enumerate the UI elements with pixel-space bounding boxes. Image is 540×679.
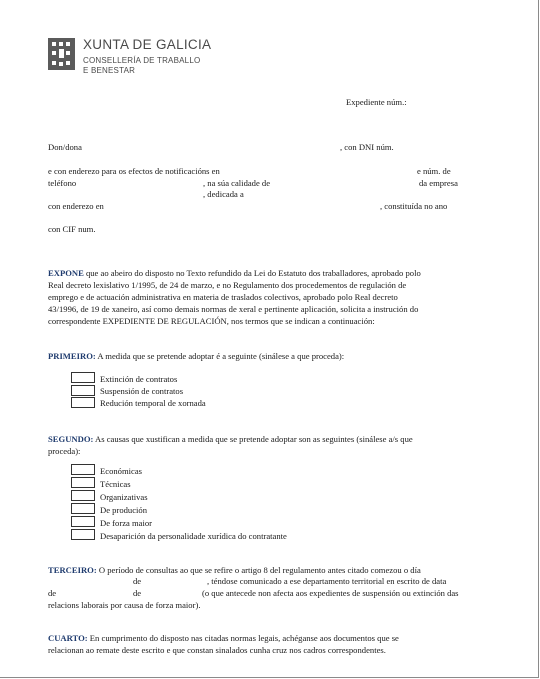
option-reducion: Redución temporal de xornada: [100, 398, 206, 408]
expediente-label: Expediente núm.:: [346, 97, 407, 107]
don-dona-label: Don/dona: [48, 142, 82, 152]
terceiro-de-3: de: [133, 588, 142, 598]
terceiro-heading: TERCEIRO:: [48, 565, 97, 575]
cuarto-heading: CUARTO:: [48, 633, 88, 643]
checkbox-suspension[interactable]: [71, 385, 95, 396]
option-forza-maior: De forza maior: [100, 518, 153, 528]
expone-heading: EXPONE: [48, 268, 84, 278]
telefono-label: teléfono: [48, 178, 77, 188]
cuarto-paragraph: CUARTO: En cumprimento do disposto nas citadas normas legais, achéganse aos documentos que se relacionan ao remate deste escrito e que constan sinalados cunha cruz nos cadros correspondentes.: [48, 633, 399, 655]
option-suspension: Suspensión de contratos: [100, 386, 184, 396]
enderezo-notif-label: e con enderezo para os efectos de notificacións en: [48, 166, 220, 176]
terceiro-line-2: , téndose comunicado a ese departamento territorial en escrito de data: [207, 576, 447, 586]
calidade-label: , na súa calidade de: [203, 178, 271, 188]
primeiro-heading: PRIMEIRO:: [48, 351, 96, 361]
num-de-label: e núm. de: [417, 166, 451, 176]
segundo-paragraph: SEGUNDO: As causas que xustifican a medida que se pretende adoptar son as seguintes (sinálese a/s que proceda):: [48, 434, 413, 456]
terceiro-line-3: (o que antecede non afecta aos expedientes de suspensión ou extinción das: [202, 588, 459, 598]
checkbox-economicas[interactable]: [71, 464, 95, 475]
checkbox-extincion[interactable]: [71, 372, 95, 383]
dept-line-1: CONSELLERÍA DE TRABALLO: [83, 56, 201, 65]
dni-label: , con DNI núm.: [340, 142, 394, 152]
terceiro-de-1: de: [133, 576, 142, 586]
da-empresa-label: da empresa: [419, 178, 458, 188]
terceiro-line-1: TERCEIRO: O período de consultas ao que se refire o artigo 8 del regulamento antes citado comezou o día: [48, 565, 421, 575]
checkbox-desaparicion[interactable]: [71, 529, 95, 540]
constituida-label: , constituída no ano: [380, 201, 448, 211]
option-economicas: Económicas: [100, 466, 142, 476]
terceiro-line-4: relacions laborais por causa de forza maior).: [48, 600, 201, 610]
option-organizativas: Organizativas: [100, 492, 148, 502]
galicia-crest-icon: [48, 38, 75, 70]
cif-label: con CIF num.: [48, 224, 96, 234]
checkbox-producion[interactable]: [71, 503, 95, 514]
dedicada-label: , dedicada a: [203, 189, 244, 199]
checkbox-tecnicas[interactable]: [71, 477, 95, 488]
checkbox-reducion[interactable]: [71, 397, 95, 408]
con-enderezo-label: con enderezo en: [48, 201, 104, 211]
expone-paragraph: EXPONE que ao abeiro do disposto no Texto refundido da Lei do Estatuto dos traballadores, aprobado polo Real decreto lexislativo 1/1995, de 24 de marzo, e no Regulamento dos procedementos de regulación de emprego e de actuación administrativa en materia de traslados colectivos, aprobado polo Real decreto 43/1996, de 19 de xaneiro, así como demais normas de xeral e pertinente aplicación, solicita a instrución do correspondente EXPEDIENTE DE REGULACIÓN, nos termos que se indican a continuación:: [48, 268, 421, 326]
checkbox-forza-maior[interactable]: [71, 516, 95, 527]
org-name: XUNTA DE GALICIA: [83, 37, 212, 52]
option-desaparicion: Desaparición da personalidade xurídica do contratante: [100, 531, 287, 541]
terceiro-de-2: de: [48, 588, 57, 598]
option-extincion: Extinción de contratos: [100, 374, 178, 384]
primeiro-paragraph: PRIMEIRO: A medida que se pretende adoptar é a seguinte (sinálese a que proceda):: [48, 351, 345, 361]
option-tecnicas: Técnicas: [100, 479, 131, 489]
segundo-heading: SEGUNDO:: [48, 434, 94, 444]
checkbox-organizativas[interactable]: [71, 490, 95, 501]
dept-line-2: E BENESTAR: [83, 66, 136, 75]
option-producion: De produción: [100, 505, 148, 515]
